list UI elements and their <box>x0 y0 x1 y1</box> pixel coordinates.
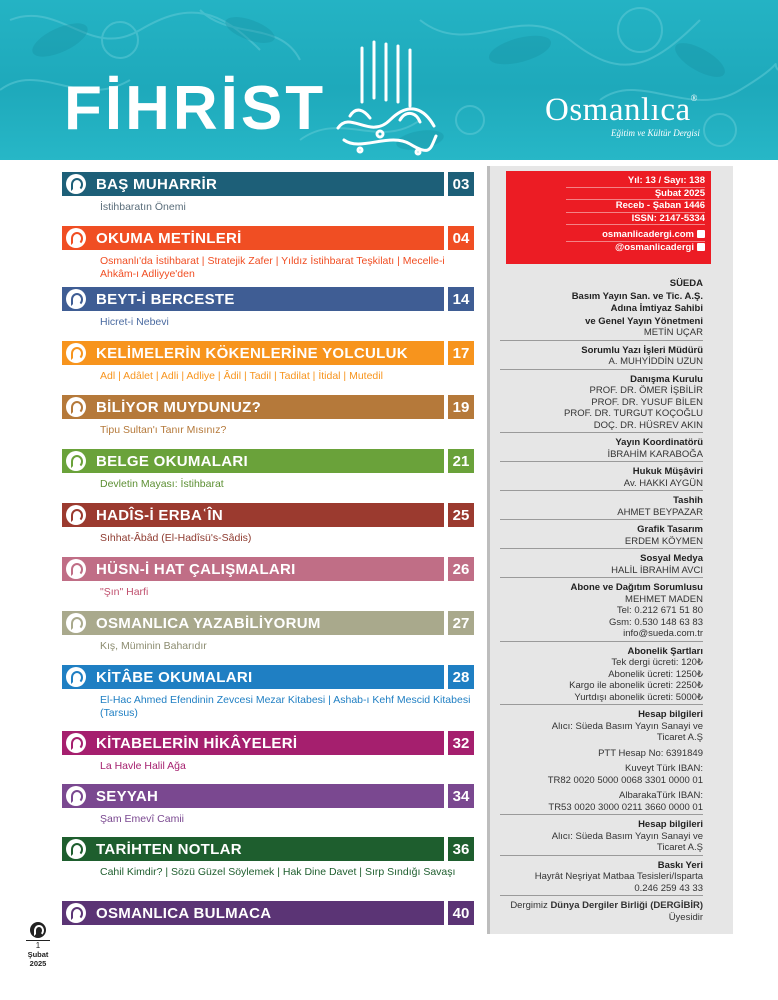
toc-title: OKUMA METİNLERİ <box>96 229 242 247</box>
toc-bar <box>62 287 472 311</box>
toc-entry[interactable] <box>62 901 472 925</box>
toc-band <box>62 287 444 311</box>
magazine-logo-icon <box>66 228 86 248</box>
social-handle[interactable]: @osmanlicadergi <box>615 241 694 253</box>
magazine-logo-icon <box>66 451 86 471</box>
credit-block <box>500 466 703 491</box>
registered-mark: ® <box>690 93 698 103</box>
credit-block <box>500 437 703 462</box>
credit-block <box>500 278 703 291</box>
credit-line: Av. HAKKI AYGÜN <box>623 477 703 489</box>
credit-heading: Baskı Yeri <box>657 859 703 871</box>
magazine-logo-icon <box>66 903 86 923</box>
credit-line: Kargo ile abonelik ücreti: 2250₺ <box>569 680 703 691</box>
issue-issn: ISSN: 2147-5334 <box>566 213 705 226</box>
website-line <box>566 229 705 242</box>
toc-bar <box>62 449 472 473</box>
toc-page-number: 32 <box>448 731 474 755</box>
toc-bar <box>62 665 472 689</box>
toc-page-number: 21 <box>448 449 474 473</box>
credit-line: TR53 0020 3000 0211 3660 0000 01 <box>548 801 703 813</box>
toc-entry[interactable] <box>62 287 472 329</box>
toc-page-number: 28 <box>448 665 474 689</box>
credit-block <box>500 316 703 341</box>
magazine-logo-icon <box>66 733 86 753</box>
credit-line: İBRAHİM KARABOĞA <box>607 448 703 460</box>
credit-line: HALİL İBRAHİM AVCI <box>611 564 703 576</box>
credit-line: Gsm: 0.530 148 63 83 <box>608 616 703 628</box>
toc-subtitle: El-Hac Ahmed Efendinin Zevcesi Mezar Kitabesi | Ashab-ı Kehf Mescid Kitabesi (Tarsus) <box>100 694 471 719</box>
toc-subtitle: Şam Emevî Camii <box>100 813 185 825</box>
credit-line: METİN UÇAR <box>643 327 703 338</box>
toc-bar <box>62 731 472 755</box>
toc-page-number: 17 <box>448 341 474 365</box>
toc-band <box>62 341 444 365</box>
credit-line: info@sueda.com.tr <box>623 628 703 639</box>
toc-page-number: 03 <box>448 172 474 196</box>
toc-page-number: 26 <box>448 557 474 581</box>
credit-heading: Tashih <box>673 495 703 506</box>
toc-title: TARİHTEN NOTLAR <box>96 840 242 858</box>
credit-line: AlbarakaTürk IBAN: <box>619 790 703 801</box>
magazine-logo-icon <box>66 559 86 579</box>
toc-title: KİTÂBE OKUMALARI <box>96 668 253 686</box>
credit-heading: Basım Yayın San. ve Tic. A.Ş. <box>571 290 703 302</box>
magazine-logo-icon <box>66 289 86 309</box>
toc-band <box>62 731 444 755</box>
toc-bar <box>62 341 472 365</box>
toc-entry[interactable] <box>62 784 472 826</box>
credit-heading: Grafik Tasarım <box>637 524 703 535</box>
credit-line: Tel: 0.212 671 51 80 <box>616 605 703 616</box>
credit-block <box>500 819 703 856</box>
page-title: FİHRİST <box>64 74 327 143</box>
page-footer <box>26 922 50 968</box>
issue-hijri-date: Receb - Şaban 1446 <box>566 200 705 213</box>
credit-line: Alıcı: Süeda Basım Yayın Sanayi ve <box>551 720 703 732</box>
toc-subtitle: Adl | Adâlet | Adli | Adliye | Âdil | Tadil | Tadilat | İtidal | Mutedil <box>100 370 383 382</box>
credit-line: MEHMET MADEN <box>625 593 703 605</box>
credit-line: Tek dergi ücreti: 120₺ <box>611 657 703 668</box>
credit-heading: Hesap bilgileri <box>638 709 703 720</box>
toc-entry[interactable] <box>62 395 472 437</box>
credit-line: 0.246 259 43 33 <box>634 882 703 894</box>
header-banner <box>0 0 778 160</box>
credit-line: ERDEM KÖYMEN <box>624 535 703 547</box>
toc-band <box>62 226 444 250</box>
toc-title: SEYYAH <box>96 787 159 805</box>
credit-block <box>500 553 703 578</box>
toc-entry[interactable] <box>62 611 472 653</box>
toc-title: BİLİYOR MUYDUNUZ? <box>96 398 262 416</box>
toc-title: HÜSN-İ HAT ÇALIŞMALARI <box>96 560 296 578</box>
toc-band <box>62 172 444 196</box>
toc-entry[interactable] <box>62 665 472 720</box>
credit-line: PTT Hesap No: 6391849 <box>598 747 703 759</box>
credit-heading: SÜEDA <box>669 278 703 289</box>
footer-year: 2025 <box>29 959 47 968</box>
membership-suffix: Üyesidir <box>668 911 703 923</box>
page-number: 1 <box>26 940 50 950</box>
issue-info-box <box>506 171 711 264</box>
toc-page-number: 27 <box>448 611 474 635</box>
toc-subtitle: La Havle Halil Ağa <box>100 760 186 772</box>
credit-heading: Sosyal Medya <box>640 553 703 564</box>
magazine-logo-icon <box>66 397 86 417</box>
magazine-logo-icon <box>66 839 86 859</box>
credit-block <box>500 582 703 642</box>
credit-heading: Hukuk Müşâviri <box>632 466 703 477</box>
credit-heading: Abonelik Şartları <box>627 645 703 657</box>
magazine-logo-icon <box>66 613 86 633</box>
toc-title: BELGE OKUMALARI <box>96 452 248 470</box>
toc-page-number: 34 <box>448 784 474 808</box>
toc-entry[interactable] <box>62 731 472 773</box>
credit-block <box>500 345 703 370</box>
credit-heading: Sorumlu Yazı İşleri Müdürü <box>581 344 703 356</box>
toc-subtitle: Hicret-i Nebevi <box>100 316 169 328</box>
toc-bar <box>62 172 472 196</box>
toc-title: BAŞ MUHARRİR <box>96 175 218 193</box>
toc-band <box>62 784 444 808</box>
magazine-logo-icon <box>66 505 86 525</box>
issue-date: Şubat 2025 <box>566 188 705 201</box>
credit-heading: Danışma Kurulu <box>630 373 703 385</box>
toc-bar <box>62 784 472 808</box>
credit-line: Yurtdışı abonelik ücreti: 5000₺ <box>574 691 703 703</box>
credit-line: Kuveyt Türk IBAN: <box>625 763 703 774</box>
magazine-logo-icon <box>30 922 46 938</box>
toc-bar <box>62 226 472 250</box>
credit-heading: Hesap bilgileri <box>638 819 703 830</box>
credit-line: Ticaret A.Ş <box>656 842 703 853</box>
toc-title: OSMANLICA YAZABİLİYORUM <box>96 614 321 632</box>
social-media-icon <box>697 243 705 251</box>
toc-band <box>62 901 444 925</box>
credit-block <box>500 374 703 434</box>
toc-page-number: 19 <box>448 395 474 419</box>
toc-entry[interactable] <box>62 837 472 879</box>
toc-entry[interactable] <box>62 503 472 545</box>
credit-block <box>500 495 703 520</box>
credit-line: PROF. DR. TURGUT KOÇOĞLU <box>564 408 703 419</box>
cursor-icon <box>697 230 705 238</box>
toc-bar <box>62 395 472 419</box>
toc-bar <box>62 901 472 925</box>
toc-bar <box>62 503 472 527</box>
toc-page-number: 36 <box>448 837 474 861</box>
toc-subtitle: Devletin Mayası: İstihbarat <box>100 478 224 490</box>
toc-subtitle: İstihbaratın Önemi <box>100 201 186 213</box>
toc-title: HADÎS-İ ERBAʿÎN <box>96 506 223 524</box>
toc-entry[interactable] <box>62 449 472 491</box>
credit-line: PROF. DR. ÖMER İŞBİLİR <box>589 385 703 396</box>
credit-heading: Yayın Koordinatörü <box>615 437 703 448</box>
toc-band <box>62 395 444 419</box>
credit-line: Ticaret A.Ş <box>656 732 703 743</box>
toc-subtitle: Kış, Müminin Baharıdır <box>100 640 207 652</box>
credit-block <box>500 303 703 316</box>
magazine-logo-icon <box>66 786 86 806</box>
credits-list <box>500 278 703 923</box>
issue-year-number: Yıl: 13 / Sayı: 138 <box>566 175 705 188</box>
magazine-logo-icon <box>66 174 86 194</box>
toc-subtitle: Cahil Kimdir? | Sözü Güzel Söylemek | Hak Dine Davet | Sırp Sındığı Savaşı <box>100 866 456 878</box>
magazine-logo-icon <box>66 343 86 363</box>
toc-title: KELİMELERİN KÖKENLERİNE YOLCULUK <box>96 344 408 362</box>
toc-entry[interactable] <box>62 172 472 214</box>
toc-bar <box>62 557 472 581</box>
toc-entry[interactable] <box>62 341 472 383</box>
credit-block <box>500 291 703 304</box>
credit-line: Alıcı: Süeda Basım Yayın Sanayi ve <box>551 830 703 842</box>
membership-note <box>500 900 703 923</box>
toc-band <box>62 503 444 527</box>
social-line <box>566 242 705 255</box>
toc-bar <box>62 837 472 861</box>
toc-page-number: 04 <box>448 226 474 250</box>
membership-prefix: Dergimiz <box>510 900 551 911</box>
credit-line: TR82 0020 5000 0068 3301 0000 01 <box>547 774 703 786</box>
toc-subtitle: Osmanlı'da İstihbarat | Stratejik Zafer | Yıldız İstihbarat Teşkilatı | Mecelle-i Ahkâm-ı Adliyye'den <box>100 255 445 280</box>
toc-band <box>62 837 444 861</box>
credit-line: AHMET BEYPAZAR <box>617 506 703 518</box>
toc-band <box>62 449 444 473</box>
credit-heading: Adına İmtiyaz Sahibi <box>610 303 703 314</box>
toc-entry[interactable] <box>62 226 472 281</box>
website-link[interactable]: osmanlicadergi.com <box>602 229 694 240</box>
toc-page-number: 40 <box>448 901 474 925</box>
credit-line: Abonelik ücreti: 1250₺ <box>608 668 703 680</box>
toc-band <box>62 665 444 689</box>
toc-title: OSMANLICA BULMACA <box>96 904 272 922</box>
membership-name: Dünya Dergiler Birliği (DERGİBİR) <box>550 900 703 911</box>
credit-block <box>500 524 703 549</box>
toc-page-number: 25 <box>448 503 474 527</box>
toc-subtitle: Tipu Sultan'ı Tanır Mısınız? <box>100 424 227 436</box>
credit-heading: ve Genel Yayın Yönetmeni <box>585 315 703 327</box>
credit-block <box>500 709 703 815</box>
toc-band <box>62 557 444 581</box>
toc-title: KİTABELERİN HİKÂYELERİ <box>96 734 298 752</box>
toc-bar <box>62 611 472 635</box>
credit-line: Hayrât Neşriyat Matbaa Tesisleri/Isparta <box>534 871 703 882</box>
toc-page-number: 14 <box>448 287 474 311</box>
footer-month: Şubat <box>27 950 49 959</box>
credit-block <box>500 860 703 897</box>
brand-logo <box>545 94 700 138</box>
credit-line: PROF. DR. YUSUF BİLEN <box>591 396 703 408</box>
brand-tagline: Eğitim ve Kültür Dergisi <box>611 128 700 138</box>
toc-band <box>62 611 444 635</box>
basmala-calligraphy-icon <box>330 40 440 160</box>
magazine-logo-icon <box>66 667 86 687</box>
credit-block <box>500 646 703 706</box>
toc-subtitle: Sıhhat-Âbâd (El-Hadîsü's-Sâdis) <box>100 532 252 544</box>
toc-subtitle: "Şın" Harfi <box>100 586 149 598</box>
credit-heading: Abone ve Dağıtım Sorumlusu <box>570 582 703 593</box>
toc-entry[interactable] <box>62 557 472 599</box>
credit-line: A. MUHYİDDİN UZUN <box>608 356 703 367</box>
brand-name: Osmanlıca <box>545 92 691 128</box>
credit-line: DOÇ. DR. HÜSREV AKIN <box>593 419 703 431</box>
toc-title: BEYT-İ BERCESTE <box>96 290 235 308</box>
